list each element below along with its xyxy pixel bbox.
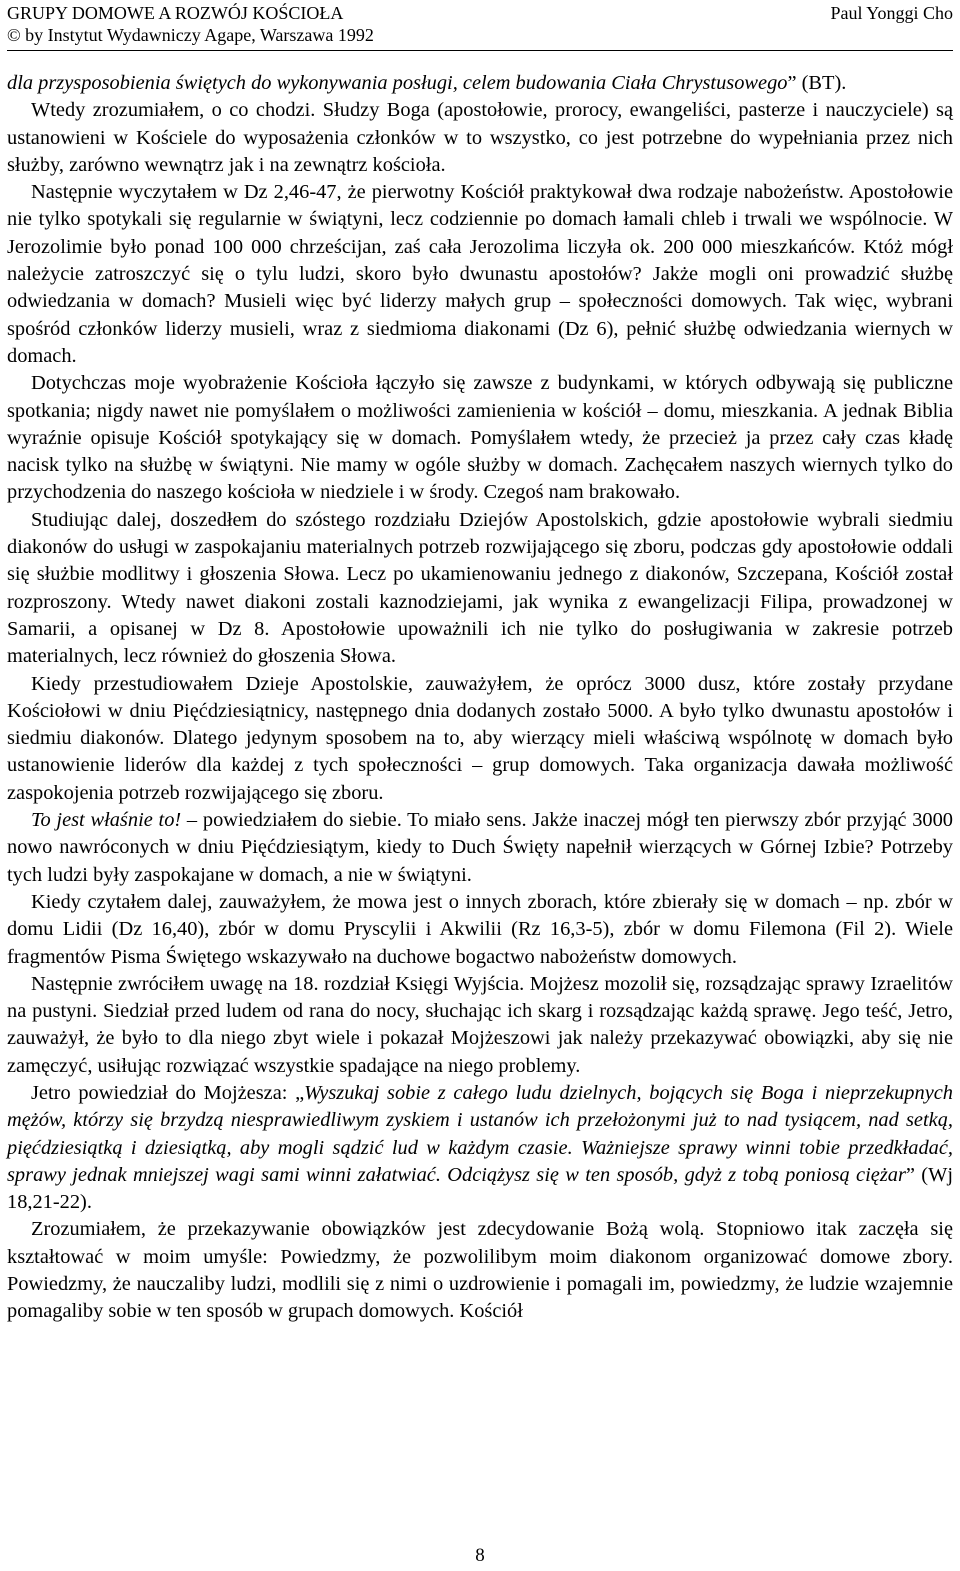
text-segment: – powiedziałem do siebie. To miało sens. Jakże inaczej mógł ten pierwszy zbór przyjąć 3000 nowo nawróconych w dniu Pięćdziesiątym, kiedy to Duch Święty napełnił wierzących w Górnej Izbie? Potrzeby tych ludzi były zaspokajane w domach, a nie w świątyni. bbox=[7, 809, 953, 886]
header-divider bbox=[7, 50, 953, 51]
paragraph bbox=[7, 507, 953, 671]
text-segment: Następnie wyczytałem w Dz 2,46-47, że pierwotny Kościół praktykował dwa rodzaje nabożeństw. Apostołowie nie tylko spotykali się regularnie w świątyni, lecz codziennie po domach łamali chleb i trwali we wspólnocie. W Jerozolimie było ponad 100 000 chrześcijan, zaś cała Jerozolima liczyła ok. 200 000 mieszkańców. Któż mógł należycie zatroszczyć się o tylu ludzi, skoro było dwunastu apostołów? Jakże mogli oni prowadzić służbę odwiedzania w domach? Musieli więc być liderzy małych grup – społeczności domowych. Tak więc, wybrani spośród członków liderzy musieli, wraz z siedmioma diakonami (Dz 6), pełnić służbę odwiedzania wiernych w domach. bbox=[7, 181, 953, 367]
paragraph bbox=[7, 179, 953, 370]
header-top-row bbox=[7, 2, 953, 24]
text-segment: Kiedy przestudiowałem Dzieje Apostolskie, zauważyłem, że oprócz 3000 dusz, które zostały przydane Kościołowi w dniu Pięćdziesiątnicy, następnego dnia dodanych zostało 5000. A było tylko dwunastu apostołów i siedmiu diakonów. Dlatego jedynym sposobem na to, aby wierzący mieli właściwą wspólnotę w domach było ustanowienie liderów dla każdej z tych społeczności – grup domowych. Taka organizacja dawała możliwość zaspokojenia potrzeb rozwijającego się zboru. bbox=[7, 672, 953, 804]
paragraph bbox=[7, 1216, 953, 1325]
text-segment: Jetro powiedział do Mojżesza: „ bbox=[31, 1081, 305, 1104]
text-segment: Wtedy zrozumiałem, o co chodzi. Słudzy Boga (apostołowie, prorocy, ewangeliści, pasterze i nauczyciele) są ustanowieni w Kościele do wyposażenia członków w to wszystko, co jest potrzebne do wypełniania przez nich służby, zarówno wewnątrz jak i na zewnątrz kościoła. bbox=[7, 99, 953, 176]
text-segment: ” (Wj 18,21-22). bbox=[7, 1163, 953, 1214]
paragraph bbox=[7, 370, 953, 506]
italic-text: dla przysposobienia świętych do wykonywania posługi, celem budowania Ciała Chrystusowego bbox=[7, 72, 788, 94]
paragraph bbox=[7, 97, 953, 179]
text-segment: Dotychczas moje wyobrażenie Kościoła łączyło się zawsze z budynkami, w których odbywają się publiczne spotkania; nigdy nawet nie pomyślałem o możliwości zamienienia w kościół – domu, mieszkania. A jednak Biblia wyraźnie opisuje Kościół spotykający się w domach. Pomyślałem wtedy, że przecież ja przez cały czas kładę nacisk tylko na służbę w świątyni. Nie mamy w ogóle służby w domach. Zachęcałem naszych wiernych tylko do przychodzenia do naszego kościoła w niedziele i w środy. Czegoś nam brakowało. bbox=[7, 372, 953, 504]
body-text bbox=[7, 70, 953, 1326]
text-segment: Zrozumiałem, że przekazywanie obowiązków jest zdecydowanie Bożą wolą. Stopniowo itak zaczęła się kształtować w moim umyśle: Powiedzmy, że pozwolilibym moim diakonom organizować domowe zbory. Powiedzmy, że nauczaliby ludzi, modlili się z nimi o uzdrowienie i pomagali im, powiedzmy, że ludzie wzajemnie pomagaliby sobie w ten sposób w grupach domowych. Kościół bbox=[7, 1218, 953, 1323]
book-title: GRUPY DOMOWE A ROZWÓJ KOŚCIOŁA bbox=[7, 3, 344, 23]
text-segment: Kiedy czytałem dalej, zauważyłem, że mowa jest o innych zborach, które zbierały się w domach – np. zbór w domu Lidii (Dz 16,40), zbór w domu Pryscylii i Akwilii (Rz 16,3-5), zbór w domu Filemona (Fil 2). Wiele fragmentów Pisma Świętego wskazywało na duchowe bogactwo nabożeństw domowych. bbox=[7, 890, 953, 968]
author-name: Paul Yonggi Cho bbox=[830, 3, 953, 23]
paragraph bbox=[7, 1080, 953, 1216]
text-segment: Studiując dalej, doszedłem do szóstego rozdziału Dziejów Apostolskich, gdzie apostołowie wybrali siedmiu diakonów do usługi w zaspokajaniu materialnych potrzeb rozwijającego się zboru, podczas gdy apostołowie oddali się służbie modlitwy i głoszenia Słowa. Lecz po ukamienowaniu jednego z diakonów, Szczepana, Kościół został rozproszony. Wtedy nawet diakoni zostali kaznodziejami, jak wynika z ewangelizacji Filipa, prowadzonej w Samarii, a opisanej w Dz 8. Apostołowie upoważnili ich nie tylko do posługiwania w zakresie potrzeb materialnych, lecz również do głoszenia Słowa. bbox=[7, 508, 953, 668]
italic-text: Wyszukaj sobie z całego ludu dzielnych, bojących się Boga i nieprzekupnych mężów, którzy się brzydzą niesprawiedliwym zyskiem i ustanów ich przełożonymi już to nad tysiącem, nad setką, pięćdziesiątką i dziesiątką, aby mogli sądzić lud w każdym czasie. Ważniejsze sprawy winni tobie przedkładać, sprawy jednak mniejszej wagi sami winni załatwiać. Odciążysz się w ten sposób, gdyż z tobą poniosą ciężar bbox=[7, 1081, 953, 1186]
paragraph bbox=[7, 889, 953, 971]
page-number: 8 bbox=[475, 1545, 485, 1566]
page-header bbox=[7, 2, 953, 46]
text-segment: Następnie zwróciłem uwagę na 18. rozdział Księgi Wyjścia. Mojżesz mozolił się, rozsądzając sprawy Izraelitów na pustyni. Siedział przed ludem od rana do nocy, słuchając ich skarg i rozsądzając każdą sprawę. Jego teść, Jetro, zauważył, że było to dla niego zbyt wiele i pokazał Mojżeszowi jak należy przekazywać obowiązki, aby się nie zamęczyć, usiłując rozwiązać wszystkie spadające na niego problemy. bbox=[7, 972, 953, 1077]
copyright-line: © by Instytut Wydawniczy Agape, Warszawa 1992 bbox=[7, 25, 374, 45]
text-segment: ” (BT). bbox=[787, 72, 847, 94]
paragraph bbox=[7, 671, 953, 807]
paragraph bbox=[7, 971, 953, 1080]
italic-text: To jest właśnie to! bbox=[31, 809, 182, 832]
paragraph bbox=[7, 807, 953, 889]
paragraph bbox=[7, 70, 953, 97]
